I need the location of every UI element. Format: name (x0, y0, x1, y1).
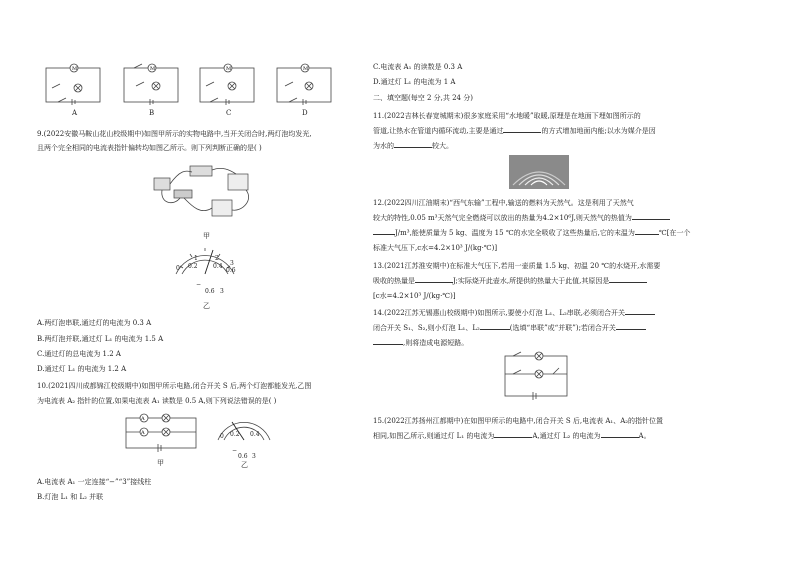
q11-floor-heating-photo (509, 155, 569, 189)
q13-blank-2[interactable] (609, 276, 647, 283)
q14-line2-a: 闭合开关 S₁、S₂,则小灯泡 L₁、L₂ (373, 324, 480, 332)
option-label-a: A (72, 109, 78, 117)
q13-line2-a: 吸收的热量是 (373, 277, 415, 285)
q10-circuit-figure (120, 412, 202, 456)
q9-physical-circuit-figure (150, 160, 260, 224)
q9-option-a: A.两灯泡串联,通过灯的电流为 0.3 A (37, 319, 152, 327)
q14-blank-2[interactable] (480, 323, 510, 330)
q12-line3 (373, 228, 690, 238)
q9-option-d: D.通过灯 L₁ 的电流为 1.2 A (37, 365, 127, 373)
q10-scale-tick-0: 0 (220, 433, 224, 440)
section-heading-fill-blank: 二、填空题(每空 2 分,共 24 分) (373, 94, 473, 102)
q10-terminal-3: 3 (252, 453, 256, 460)
q14-line3-a: ,则将造成电源短路。 (403, 339, 469, 347)
q10-option-d-text: D.通过灯 L₁ 的电流为 1 A (373, 78, 456, 86)
q12-line2 (373, 213, 670, 223)
q11-line2-a: 管道,让热水在管道内循环流动,主要是通过 (373, 127, 504, 135)
q9-option-c: C.通过灯的总电流为 1.2 A (37, 350, 121, 358)
q12-blank-2[interactable] (373, 228, 395, 235)
q9-option-b: B.两灯泡并联,通过灯 L₁ 的电流为 1.5 A (37, 335, 164, 343)
q10-stem-line2: 为电流表 A₂ 指针的位置,如果电流表 A₁ 读数是 0.5 A,则下列说法错误的是( ) (37, 397, 277, 405)
q11-line1: 11.(2022吉林长春宽城期末)很多家庭采用“水地暖”取暖,原理是在地面下埋如图所示的 (373, 112, 641, 120)
q9-scale-tick-02: 0.2 (188, 263, 198, 270)
q11-line2-b: 的方式增加地面内能;以水为媒介是因 (541, 127, 656, 135)
q15-line1: 15.(2022江苏扬州江都期中)在如图甲所示的电路中,闭合开关 S 后,电流表 A₁、A₂的指针位置 (373, 417, 664, 425)
q10-figure-jia-label: 甲 (157, 459, 164, 467)
q12-line4: 标准大气压下,c水=4.2×10³ J/(kg·℃)] (373, 244, 498, 252)
svg-text:A: A (141, 416, 145, 422)
q12-line3-a: J/m³,能使质量为 5 kg、温度为 15 ℃的水完全吸收了这些热量后,它的末温为 (395, 229, 635, 237)
q9-stem-line2: 且两个完全相同的电流表指针偏转均如图乙所示。则下列判断正确的是( ) (37, 144, 262, 152)
q15-line2-b: A,通过灯 L₂ 的电流为 (532, 432, 601, 440)
q14-blank-4[interactable] (373, 338, 403, 345)
q13-line2 (373, 276, 647, 286)
q10-option-a: A.电流表 A₁ 一定连接“−”“3”接线柱 (37, 478, 152, 486)
q14-blank-1[interactable] (625, 308, 655, 315)
q11-blank-2[interactable] (394, 141, 432, 148)
q12-line1: 12.(2022四川江油期末)“西气东输”工程中,输送的燃料为天然气。这是利用了天然气 (373, 199, 634, 207)
q10-option-c-text: C.电流表 A₁ 的读数是 0.3 A (373, 63, 463, 71)
q15-line2-c: A。 (638, 432, 651, 440)
q10-option-b: B.灯泡 L₁ 和 L₂ 并联 (37, 493, 104, 501)
q10-terminal-minus: − (232, 447, 238, 454)
q12-heat-value: 4.2×10⁶ (542, 214, 572, 222)
q12-line2-a: 较大的特性,0.05 m³天然气完全燃烧可以放出的热量为 (373, 214, 543, 222)
q9-figure-yi-label: 乙 (203, 302, 210, 310)
q10-figure-yi-label: 乙 (241, 461, 248, 469)
q10-stem-line1: 10.(2021四川成都锦江校级期中)如图甲所示电路,闭合开关 S 后,两个灯泡都能发光,乙图 (37, 382, 312, 390)
q9-terminal-minus: − (196, 281, 202, 288)
q13-line3: [c水=4.2×10³ J/(kg·℃)] (373, 292, 456, 300)
q14-line2 (373, 323, 646, 333)
svg-text:A: A (141, 430, 145, 436)
q12-line2-b: J,则天然气的热值为 (571, 214, 632, 222)
q12-line3-b: ℃[在一个 (658, 229, 691, 237)
option-label-b: B (149, 109, 155, 117)
option-circuit-c (198, 62, 258, 106)
q10-terminal-06: 0.6 (238, 453, 248, 460)
q9-scale-tick-0: 0 (176, 265, 180, 272)
q12-blank-1[interactable] (632, 213, 670, 220)
svg-text:M: M (72, 66, 78, 72)
q9-scale-tick-06: 0.6 (226, 267, 236, 274)
q15-blank-1[interactable] (494, 431, 532, 438)
q13-blank-1[interactable] (415, 276, 453, 283)
q14-line2-b: (选填“串联”或“并联”);若闭合开关 (509, 324, 616, 332)
q9-terminal-3: 3 (220, 288, 224, 295)
q14-line1-a: 14.(2022江苏无锡惠山校级期中)如图所示,要使小灯泡 L₁、L₂串联,必须闭合开关 (373, 309, 625, 317)
q12-blank-3[interactable] (635, 228, 659, 235)
q9-figure-jia-label: 甲 (203, 232, 210, 240)
q10-scale-tick-04: 0.4 (250, 431, 260, 438)
q9-stem-line1: 9.(2022安徽马鞍山花山校级期中)如图甲所示的实物电路中,当开关闭合时,两灯泡均发光, (37, 130, 312, 138)
option-circuit-b (122, 62, 182, 106)
q11-line3-a: 为水的 (373, 142, 394, 150)
q11-line3-b: 较大。 (432, 142, 453, 150)
svg-text:M: M (303, 66, 309, 72)
option-circuit-a (44, 62, 104, 106)
q9-scale-tick-1: 1 (194, 255, 198, 262)
q14-line1 (373, 308, 655, 318)
q9-scale-tick-3: 3 (230, 260, 234, 267)
q11-blank-1[interactable] (503, 126, 541, 133)
svg-text:M: M (226, 66, 232, 72)
option-label-c: C (226, 109, 232, 117)
option-circuit-d (275, 62, 335, 106)
q15-line2 (373, 431, 651, 441)
q14-line3 (373, 338, 468, 348)
q15-line2-a: 相同,如图乙所示,则通过灯 L₁ 的电流为 (373, 432, 495, 440)
svg-text:M: M (150, 66, 156, 72)
q11-line2 (373, 126, 656, 136)
q14-blank-3[interactable] (616, 323, 646, 330)
q13-line1: 13.(2021江苏淮安期中)在标准大气压下,若用一壶质量 1.5 kg、初温 20 ℃的水烧开,水需要 (373, 262, 661, 270)
q13-line2-b: J;实际烧开此壶水,所提供的热量大于此值,其原因是 (453, 277, 610, 285)
q11-line3 (373, 141, 453, 151)
option-label-d: D (302, 109, 308, 117)
q9-terminal-06: 0.6 (205, 288, 215, 295)
q14-circuit-figure (497, 348, 575, 404)
q9-scale-tick-04: 0.4 (213, 263, 223, 270)
q15-blank-2[interactable] (601, 431, 639, 438)
q10-scale-tick-02: 0.2 (230, 431, 240, 438)
q9-scale-tick-2: 2 (215, 255, 219, 262)
